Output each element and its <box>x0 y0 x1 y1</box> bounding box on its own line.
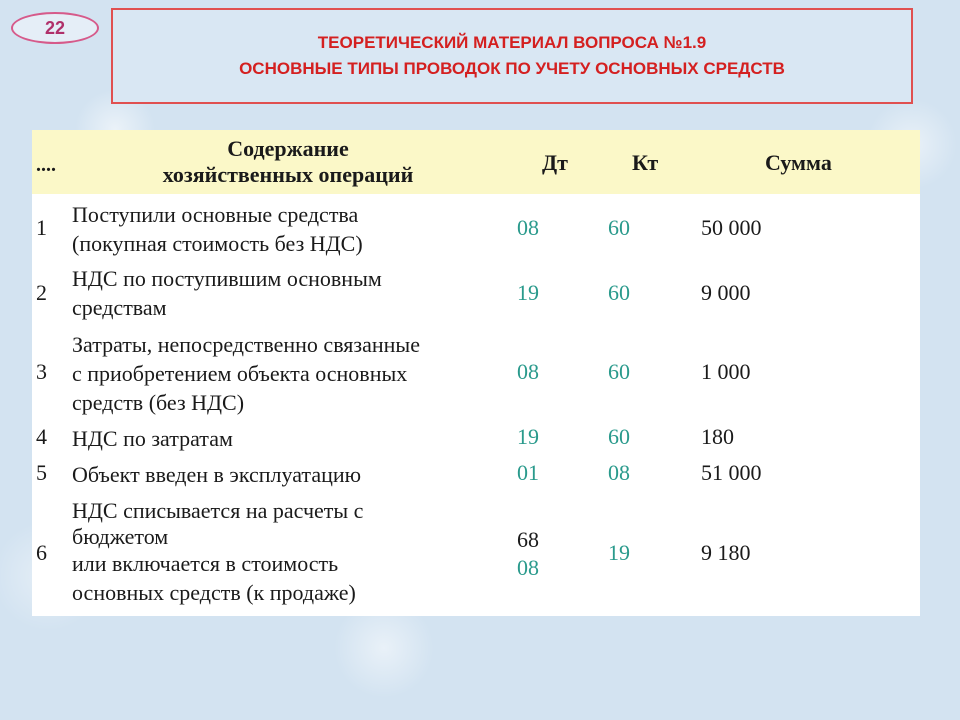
row-kt: 60 <box>608 280 630 305</box>
desc-line: Объект введен в эксплуатацию <box>72 462 362 487</box>
row-sum: 50 000 <box>701 215 762 240</box>
entries-table <box>32 130 920 616</box>
row-dt-primary: 68 <box>517 527 539 552</box>
row-description <box>72 496 363 607</box>
row-kt: 19 <box>608 540 630 565</box>
row-kt: 60 <box>608 215 630 240</box>
row-kt: 60 <box>608 424 630 449</box>
row-sum: 51 000 <box>701 460 762 485</box>
row-description <box>72 460 361 489</box>
desc-line: средств (без НДС) <box>72 390 245 415</box>
desc-line: (покупная стоимость без НДС) <box>72 231 363 256</box>
desc-line: НДС по затратам <box>72 426 233 451</box>
header-content-line-1: Содержание <box>227 136 349 161</box>
row-sum: 9 180 <box>701 540 751 565</box>
row-num: 3 <box>36 359 47 384</box>
row-description <box>72 424 233 453</box>
row-kt: 08 <box>608 460 630 485</box>
row-dt: 08 <box>517 359 539 384</box>
slide-number-badge <box>11 12 99 44</box>
row-description <box>72 330 420 417</box>
title-line-1: ТЕОРЕТИЧЕСКИЙ МАТЕРИАЛ ВОПРОСА №1.9 <box>317 33 707 52</box>
desc-line: НДС списывается на расчеты с <box>72 498 364 523</box>
desc-line: с приобретением объекта основных <box>72 361 408 386</box>
row-num: 4 <box>36 424 47 449</box>
desc-line: Затраты, непосредственно связанные <box>72 332 420 357</box>
desc-line: Поступили основные средства <box>72 202 359 227</box>
header-dt: Дт <box>542 150 568 175</box>
title-line-2: ОСНОВНЫЕ ТИПЫ ПРОВОДОК ПО УЧЕТУ ОСНОВНЫХ СРЕДСТВ <box>239 59 785 78</box>
title-box <box>111 8 913 104</box>
row-sum: 1 000 <box>701 359 751 384</box>
desc-line: или включается в стоимость <box>72 551 339 576</box>
row-sum: 9 000 <box>701 280 751 305</box>
desc-line: бюджетом <box>72 524 169 549</box>
row-dt-alternative: 08 <box>517 555 539 580</box>
row-num: 1 <box>36 215 47 240</box>
header-content <box>138 136 438 188</box>
row-dt: 08 <box>517 215 539 240</box>
row-dt: 01 <box>517 460 539 485</box>
header-sum: Сумма <box>765 150 832 175</box>
table-header <box>32 130 920 194</box>
desc-line: основных средств (к продаже) <box>72 580 356 605</box>
row-kt: 60 <box>608 359 630 384</box>
row-num: 6 <box>36 540 47 565</box>
row-dt <box>517 526 539 582</box>
row-dt: 19 <box>517 424 539 449</box>
header-content-line-2: хозяйственных операций <box>162 162 414 187</box>
row-dt: 19 <box>517 280 539 305</box>
row-sum: 180 <box>701 424 734 449</box>
row-num: 5 <box>36 460 47 485</box>
slide-number: 22 <box>44 17 66 38</box>
desc-line: НДС по поступившим основным <box>72 266 382 291</box>
header-num: .... <box>36 154 56 176</box>
row-description <box>72 264 382 322</box>
desc-line: средствам <box>72 295 167 320</box>
header-kt: Кт <box>632 150 659 175</box>
row-num: 2 <box>36 280 47 305</box>
row-description <box>72 200 363 258</box>
